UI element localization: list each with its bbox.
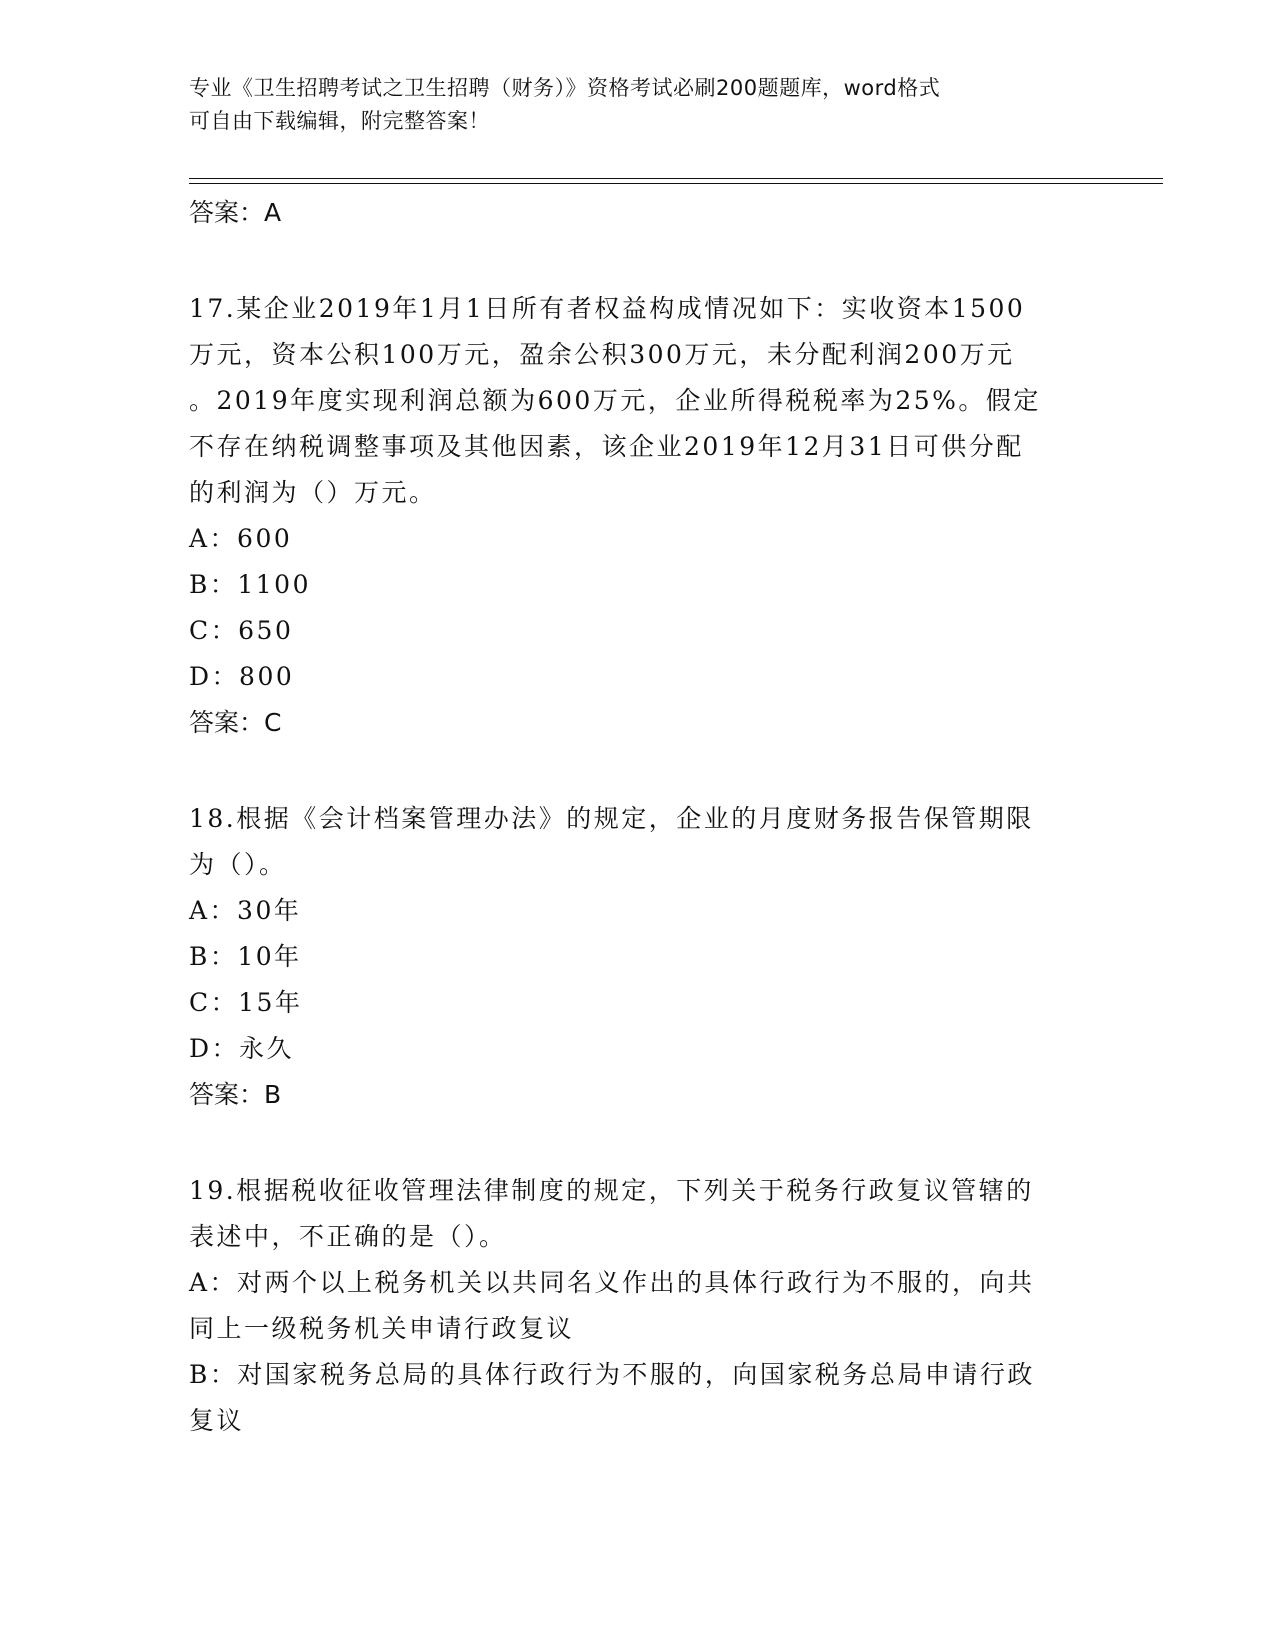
question-line: 18.根据《会计档案管理办法》的规定，企业的月度财务报告保管期限	[189, 804, 1034, 833]
header-rule-top	[189, 178, 1163, 179]
question-line: 19.根据税收征收管理法律制度的规定，下列关于税务行政复议管辖的	[189, 1176, 1034, 1205]
question-line: 17.某企业2019年1月1日所有者权益构成情况如下：实收资本1500	[189, 294, 1026, 323]
option-b: B：1100	[189, 570, 311, 599]
question-line: 的利润为（）万元。	[189, 478, 437, 507]
question-line: 万元，资本公积100万元，盈余公积300万元，未分配利润200万元	[189, 340, 1015, 369]
question-17-text	[189, 286, 1089, 516]
option-a-continued: 同上一级税务机关申请行政复议	[189, 1314, 575, 1343]
option-b: B：10年	[189, 942, 302, 971]
previous-answer: 答案：A	[189, 198, 282, 227]
question-content	[189, 190, 1089, 1444]
question-19-text	[189, 1168, 1089, 1260]
question-line: 。2019年度实现利润总额为600万元，企业所得税税率为25%。假定	[189, 386, 1041, 415]
option-c: C：15年	[189, 988, 303, 1017]
option-b-continued: 复议	[189, 1406, 245, 1435]
answer: 答案：C	[189, 708, 282, 737]
question-line: 表述中，不正确的是（）。	[189, 1222, 507, 1251]
option-a: A：对两个以上税务机关以共同名义作出的具体行政行为不服的，向共	[189, 1268, 1035, 1297]
option-a: A：30年	[189, 896, 302, 925]
header-line-2: 可自由下载编辑，附完整答案！	[189, 109, 490, 133]
question-18-text	[189, 796, 1089, 888]
option-c: C：650	[189, 616, 294, 645]
header-line-1: 专业《卫生招聘考试之卫生招聘（财务）》资格考试必刷200题题库，word格式	[189, 76, 941, 100]
answer: 答案：B	[189, 1080, 282, 1109]
question-line: 为（）。	[189, 850, 287, 879]
option-a: A：600	[189, 524, 293, 553]
question-18	[189, 796, 1089, 1118]
option-b: B：对国家税务总局的具体行政行为不服的，向国家税务总局申请行政	[189, 1360, 1035, 1389]
spacer	[189, 236, 1089, 286]
spacer	[189, 1118, 1089, 1168]
question-19	[189, 1168, 1089, 1444]
header-rule-bottom	[189, 183, 1163, 184]
option-d: D：800	[189, 662, 295, 691]
spacer	[189, 746, 1089, 796]
question-line: 不存在纳税调整事项及其他因素，该企业2019年12月31日可供分配	[189, 432, 1024, 461]
question-17	[189, 286, 1089, 746]
option-d: D：永久	[189, 1034, 295, 1063]
page-header	[189, 72, 1089, 138]
